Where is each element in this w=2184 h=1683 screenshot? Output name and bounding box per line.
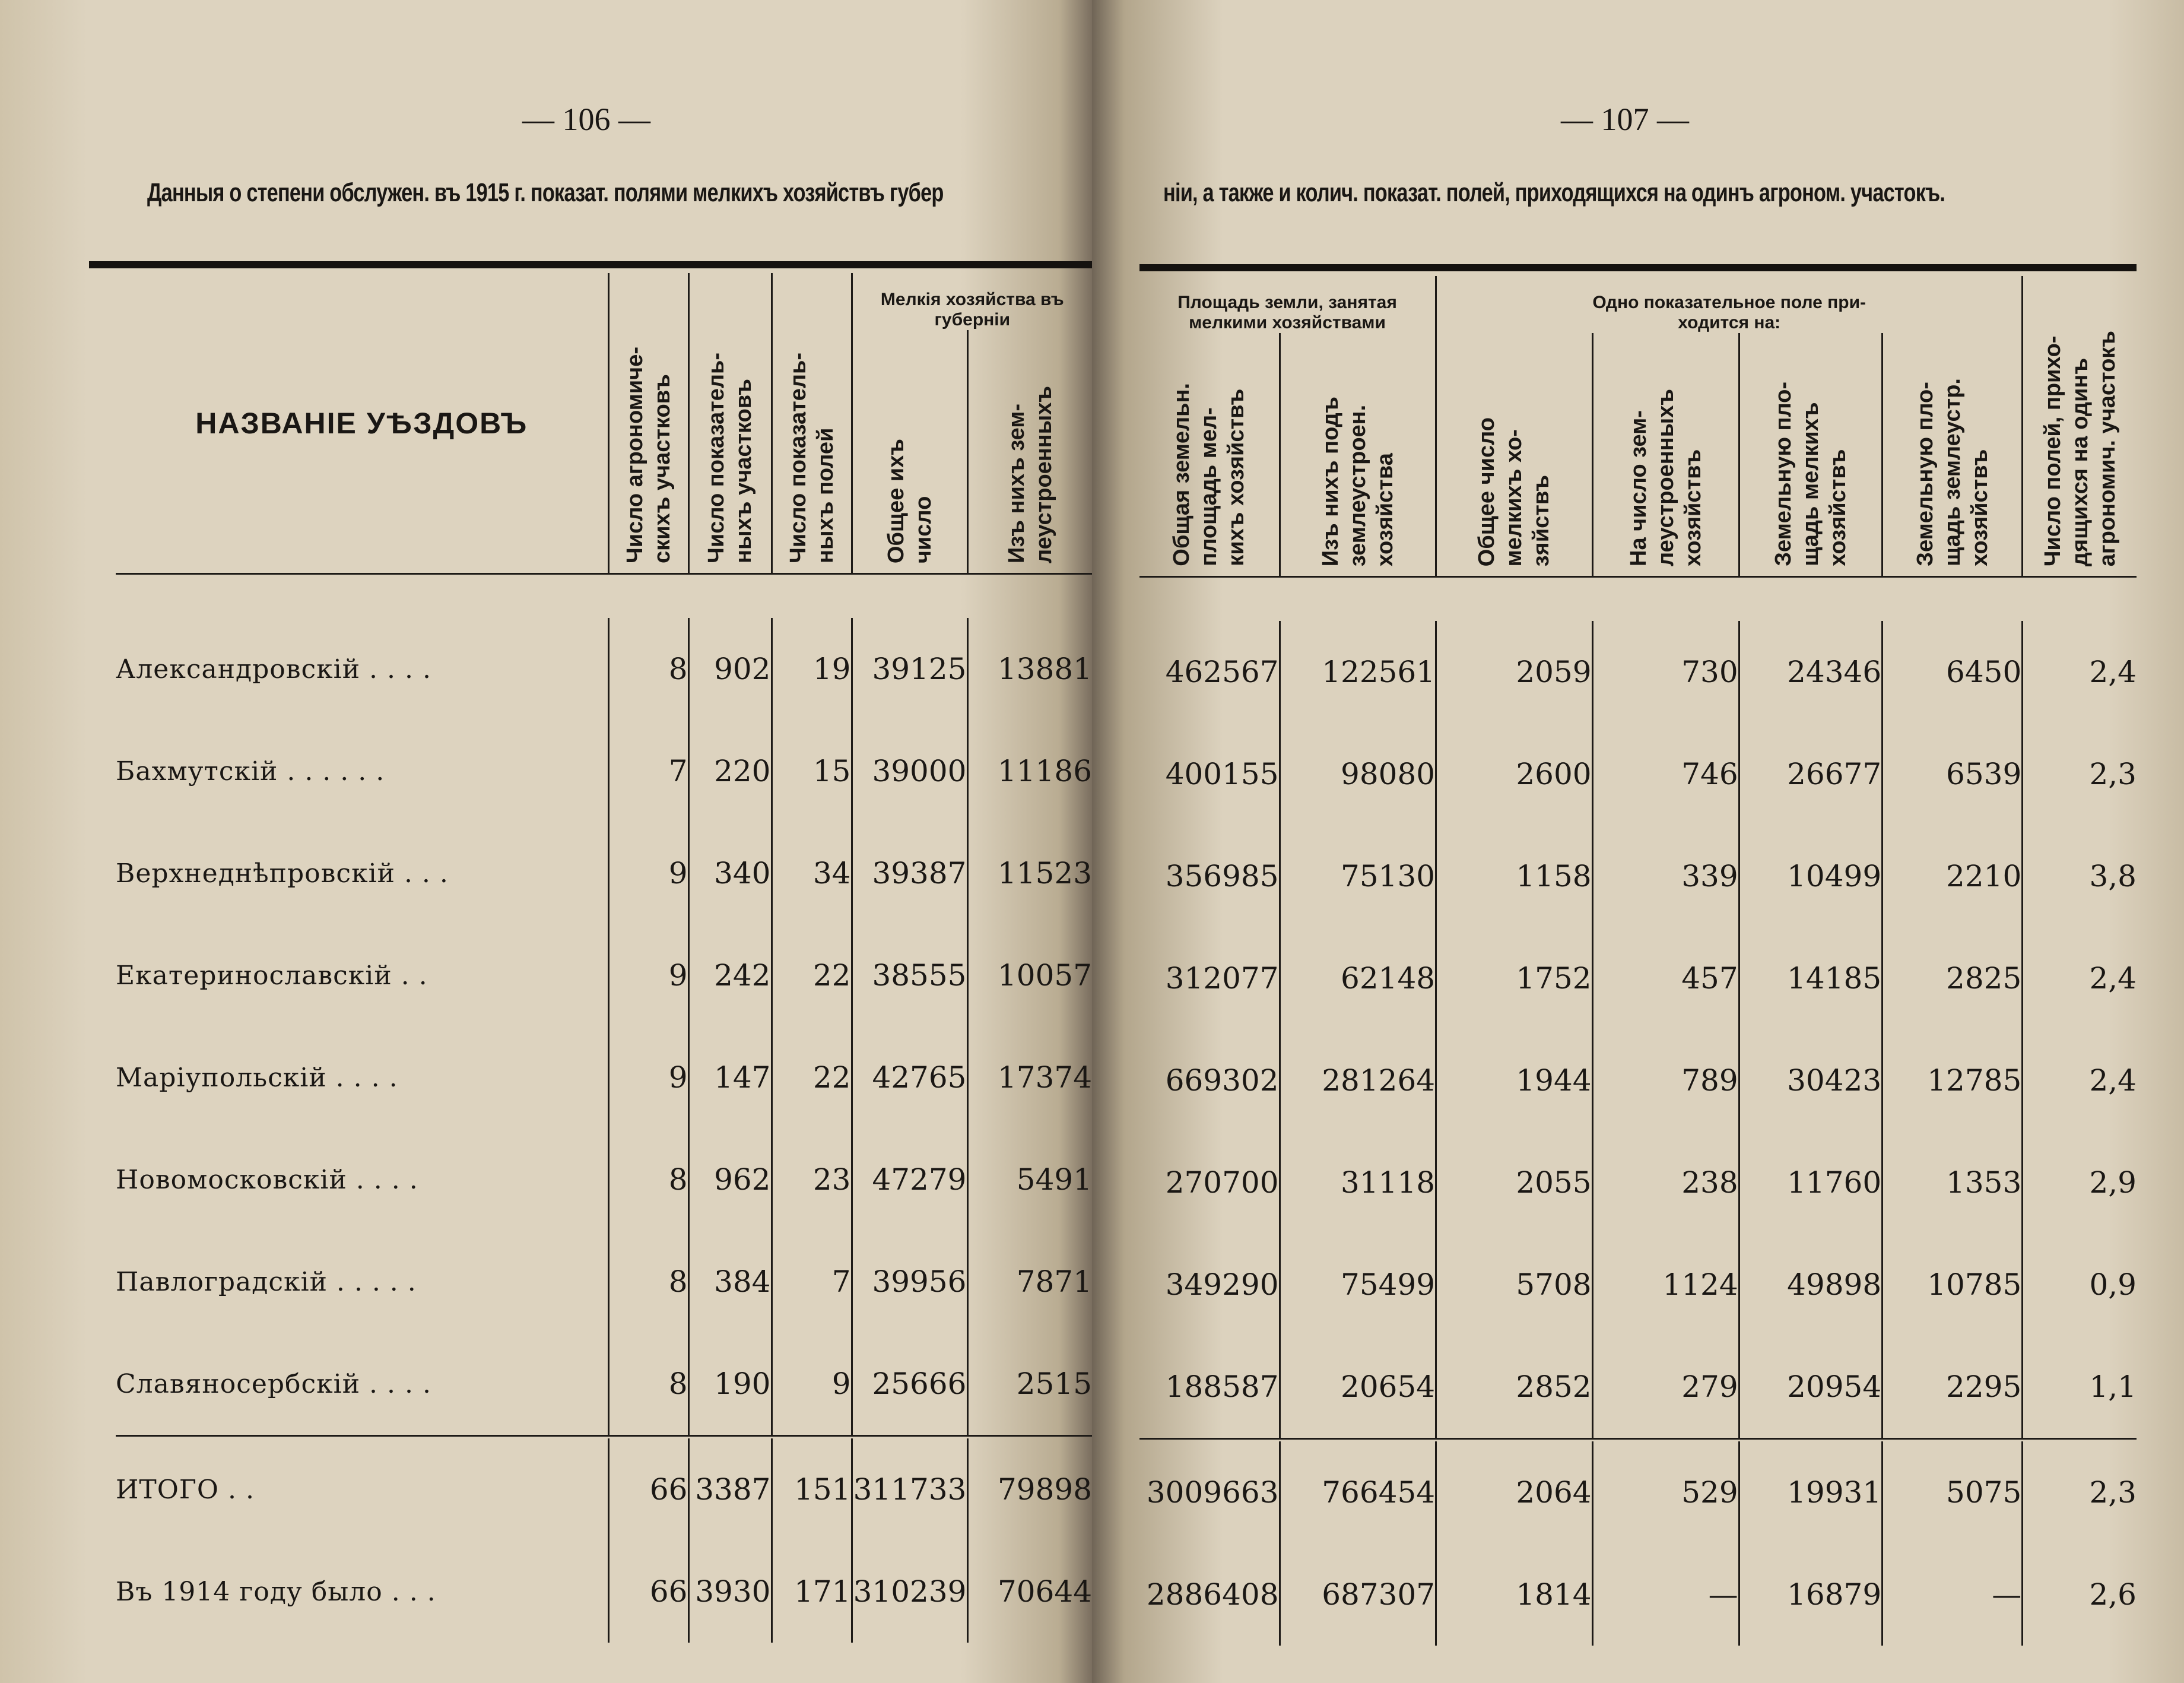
value-cell: 98080	[1280, 723, 1436, 825]
value-cell: —	[1883, 1543, 2023, 1646]
value-cell: 746	[1592, 723, 1739, 825]
value-cell: 1,1	[2023, 1336, 2137, 1439]
value-cell: 16879	[1739, 1543, 1883, 1646]
headline-right: нiи, а также и колич. показат. полей, приходящихся на одинъ агроном. участокъ.	[1163, 178, 1945, 207]
value-cell: 15	[772, 720, 852, 822]
value-cell: 13881	[967, 618, 1092, 720]
col-header-demo-sections: Число показатель- ныхъ участковъ	[704, 353, 756, 563]
value-cell: 10785	[1883, 1234, 2023, 1336]
value-cell: 2210	[1883, 825, 2023, 927]
table-row	[116, 1231, 1092, 1333]
value-cell: 8	[608, 1231, 688, 1333]
value-cell: 8	[608, 1333, 688, 1436]
total-row	[1139, 1441, 2137, 1543]
table-row	[116, 924, 1092, 1026]
value-cell: 190	[688, 1333, 772, 1436]
value-cell: 311733	[852, 1438, 967, 1541]
value-cell: 356985	[1165, 859, 1279, 893]
value-cell: 9	[772, 1333, 852, 1436]
col-header-agro-sections: Число агрономиче- скихъ участковъ	[622, 347, 675, 563]
value-cell: 1944	[1436, 1029, 1593, 1131]
value-cell: 5491	[967, 1129, 1092, 1231]
col-header-fields-per-section: Число полей, прихо- дящихся на одинъ агрономич. участокъ	[2040, 330, 2120, 566]
value-cell: 220	[688, 720, 772, 822]
value-cell: 312077	[1165, 961, 1279, 996]
value-cell: 39387	[852, 822, 967, 924]
value-cell: 6450	[1883, 621, 2023, 723]
value-cell: 20654	[1280, 1336, 1436, 1439]
value-cell: 3,8	[2023, 825, 2137, 927]
col-header-settled-land: Изъ нихъ подъ землеустроен. хозяйства	[1318, 396, 1398, 566]
district-name: ИТОГО . .	[116, 1474, 255, 1505]
value-cell: 62148	[1280, 927, 1436, 1029]
value-cell: 22	[772, 924, 852, 1026]
value-cell: 12785	[1883, 1029, 2023, 1131]
top-rule-left	[89, 261, 1092, 268]
table-row	[1139, 927, 2137, 1029]
table-row	[116, 1129, 1092, 1231]
value-cell: 962	[688, 1129, 772, 1231]
value-cell: 9	[608, 1026, 688, 1129]
value-cell: 2515	[967, 1333, 1092, 1436]
value-cell: 669302	[1165, 1063, 1279, 1098]
col-header-per-field-farms: Общее число мелкихъ хо- зяйствъ	[1474, 417, 1554, 566]
value-cell: 281264	[1280, 1029, 1436, 1131]
value-cell: 34	[772, 822, 852, 924]
value-cell: 766454	[1280, 1441, 1436, 1543]
col-header-settled-farms: Изъ нихъ зем- леустроенныхъ	[1004, 386, 1056, 563]
value-cell: 279	[1592, 1336, 1739, 1439]
value-cell: 529	[1592, 1441, 1739, 1543]
district-name: Александровскій . . . .	[116, 654, 431, 684]
value-cell: 20954	[1739, 1336, 1883, 1439]
value-cell: 2825	[1883, 927, 2023, 1029]
value-cell: 3387	[688, 1438, 772, 1541]
table-row	[1139, 825, 2137, 927]
value-cell: 2,3	[2023, 723, 2137, 825]
value-cell: 2,3	[2023, 1441, 2137, 1543]
group-header-small-farms: Мелкія хозяйства въ губерніи	[852, 273, 1092, 330]
value-cell: 0,9	[2023, 1234, 2137, 1336]
headline-left: Данныя о степени обслужен. въ 1915 г. показат. полями мелкихъ хозяйствъ губер	[147, 178, 944, 207]
value-cell: 22	[772, 1026, 852, 1129]
value-cell: 39000	[852, 720, 967, 822]
value-cell: 24346	[1739, 621, 1883, 723]
value-cell: 687307	[1280, 1543, 1436, 1646]
left-table	[116, 273, 1092, 1643]
value-cell: 122561	[1280, 621, 1436, 723]
value-cell: 23	[772, 1129, 852, 1231]
table-row	[1139, 1131, 2137, 1234]
group-header-per-field: Одно показательное поле при- ходится на:	[1436, 276, 2023, 333]
col-header-per-field-settled: На число зем- леустроенныхъ хозяйствъ	[1626, 389, 1706, 566]
value-cell: 17374	[967, 1026, 1092, 1129]
page-number-right: — 107 —	[1561, 102, 1689, 137]
value-cell: 42765	[852, 1026, 967, 1129]
value-cell: 7	[608, 720, 688, 822]
value-cell: 2055	[1436, 1131, 1593, 1234]
value-cell: 462567	[1165, 655, 1279, 689]
value-cell: 457	[1592, 927, 1739, 1029]
value-cell: 19	[772, 618, 852, 720]
value-cell: —	[1592, 1543, 1739, 1646]
right-table	[1139, 276, 2137, 1646]
group-header-land-area: Площадь земли, занятая мелкими хозяйствами	[1177, 293, 1397, 333]
value-cell: 2,6	[2023, 1543, 2137, 1646]
value-cell: 2059	[1436, 621, 1593, 723]
value-cell: 1353	[1883, 1131, 2023, 1234]
value-cell: 11760	[1739, 1131, 1883, 1234]
table-row	[1139, 621, 2137, 723]
value-cell: 1814	[1436, 1543, 1593, 1646]
value-cell: 2295	[1883, 1336, 2023, 1439]
page-number-left: — 106 —	[522, 102, 650, 137]
table-row	[116, 822, 1092, 924]
value-cell: 339	[1592, 825, 1739, 927]
value-cell: 349290	[1165, 1267, 1279, 1302]
prev-year-row	[116, 1541, 1092, 1643]
value-cell: 270700	[1165, 1165, 1279, 1200]
table-row	[1139, 1336, 2137, 1439]
value-cell: 10057	[967, 924, 1092, 1026]
col-header-demo-fields: Число показатель- ныхъ полей	[785, 353, 838, 563]
value-cell: 3009663	[1146, 1475, 1279, 1510]
value-cell: 2,4	[2023, 1029, 2137, 1131]
value-cell: 171	[772, 1541, 852, 1643]
value-cell: 70644	[967, 1541, 1092, 1643]
value-cell: 49898	[1739, 1234, 1883, 1336]
table-row	[1139, 1029, 2137, 1131]
right-page	[1092, 0, 2184, 1683]
value-cell: 310239	[852, 1541, 967, 1643]
value-cell: 9	[608, 822, 688, 924]
value-cell: 2,4	[2023, 621, 2137, 723]
value-cell: 39125	[852, 618, 967, 720]
district-name: Екатеринославскій . .	[116, 960, 428, 991]
district-name: Павлоградскій . . . . .	[116, 1266, 417, 1297]
value-cell: 151	[772, 1438, 852, 1541]
value-cell: 400155	[1165, 757, 1279, 791]
value-cell: 730	[1592, 621, 1739, 723]
value-cell: 11186	[967, 720, 1092, 822]
table-row	[116, 1026, 1092, 1129]
value-cell: 38555	[852, 924, 967, 1026]
table-row	[116, 1333, 1092, 1436]
district-name: Маріупольскій . . . .	[116, 1062, 398, 1093]
value-cell: 47279	[852, 1129, 967, 1231]
value-cell: 2886408	[1146, 1577, 1279, 1612]
prev-year-row	[1139, 1543, 2137, 1646]
district-name: Въ 1914 году было . . .	[116, 1576, 436, 1607]
district-name: Бахмутскій . . . . . .	[116, 756, 385, 787]
value-cell: 75499	[1280, 1234, 1436, 1336]
col-header-per-field-settled-land: Земельную пло- щадь землеустр. хозяйствъ	[1912, 378, 1992, 566]
value-cell: 384	[688, 1231, 772, 1333]
value-cell: 30423	[1739, 1029, 1883, 1131]
value-cell: 79898	[967, 1438, 1092, 1541]
district-name: Новомосковскій . . . .	[116, 1164, 418, 1195]
col-header-total-land: Общая земельн. площадь мел- кихъ хозяйствъ	[1169, 383, 1249, 566]
value-cell: 5708	[1436, 1234, 1593, 1336]
top-rule-right	[1139, 264, 2137, 271]
value-cell: 5075	[1883, 1441, 2023, 1543]
value-cell: 1158	[1436, 825, 1593, 927]
value-cell: 2,4	[2023, 927, 2137, 1029]
value-cell: 75130	[1280, 825, 1436, 927]
value-cell: 3930	[688, 1541, 772, 1643]
district-name: Славяносербскій . . . .	[116, 1368, 431, 1399]
value-cell: 2,9	[2023, 1131, 2137, 1234]
table-row	[116, 720, 1092, 822]
value-cell: 2600	[1436, 723, 1593, 825]
value-cell: 340	[688, 822, 772, 924]
value-cell: 11523	[967, 822, 1092, 924]
value-cell: 19931	[1739, 1441, 1883, 1543]
table-row	[1139, 1234, 2137, 1336]
value-cell: 39956	[852, 1231, 967, 1333]
table-row	[116, 618, 1092, 720]
col-header-per-field-land: Земельную пло- щадь мелкихъ хозяйствъ	[1770, 382, 1850, 566]
value-cell: 14185	[1739, 927, 1883, 1029]
name-header: НАЗВАНІЕ УѢЗДОВЪ	[195, 406, 528, 440]
value-cell: 1752	[1436, 927, 1593, 1029]
value-cell: 2064	[1436, 1441, 1593, 1543]
value-cell: 238	[1592, 1131, 1739, 1234]
value-cell: 9	[608, 924, 688, 1026]
value-cell: 7	[772, 1231, 852, 1333]
value-cell: 26677	[1739, 723, 1883, 825]
value-cell: 7871	[967, 1231, 1092, 1333]
value-cell: 25666	[852, 1333, 967, 1436]
value-cell: 66	[608, 1541, 688, 1643]
value-cell: 66	[608, 1438, 688, 1541]
value-cell: 31118	[1280, 1131, 1436, 1234]
value-cell: 8	[608, 1129, 688, 1231]
value-cell: 188587	[1165, 1370, 1279, 1404]
table-row	[1139, 723, 2137, 825]
value-cell: 902	[688, 618, 772, 720]
district-name: Верхнеднѣпровскій . . .	[116, 858, 449, 889]
value-cell: 147	[688, 1026, 772, 1129]
value-cell: 789	[1592, 1029, 1739, 1131]
col-header-total-farms: Общее ихъ число	[883, 438, 936, 563]
total-row	[116, 1438, 1092, 1541]
value-cell: 10499	[1739, 825, 1883, 927]
value-cell: 242	[688, 924, 772, 1026]
value-cell: 2852	[1436, 1336, 1593, 1439]
value-cell: 6539	[1883, 723, 2023, 825]
value-cell: 1124	[1592, 1234, 1739, 1336]
value-cell: 8	[608, 618, 688, 720]
